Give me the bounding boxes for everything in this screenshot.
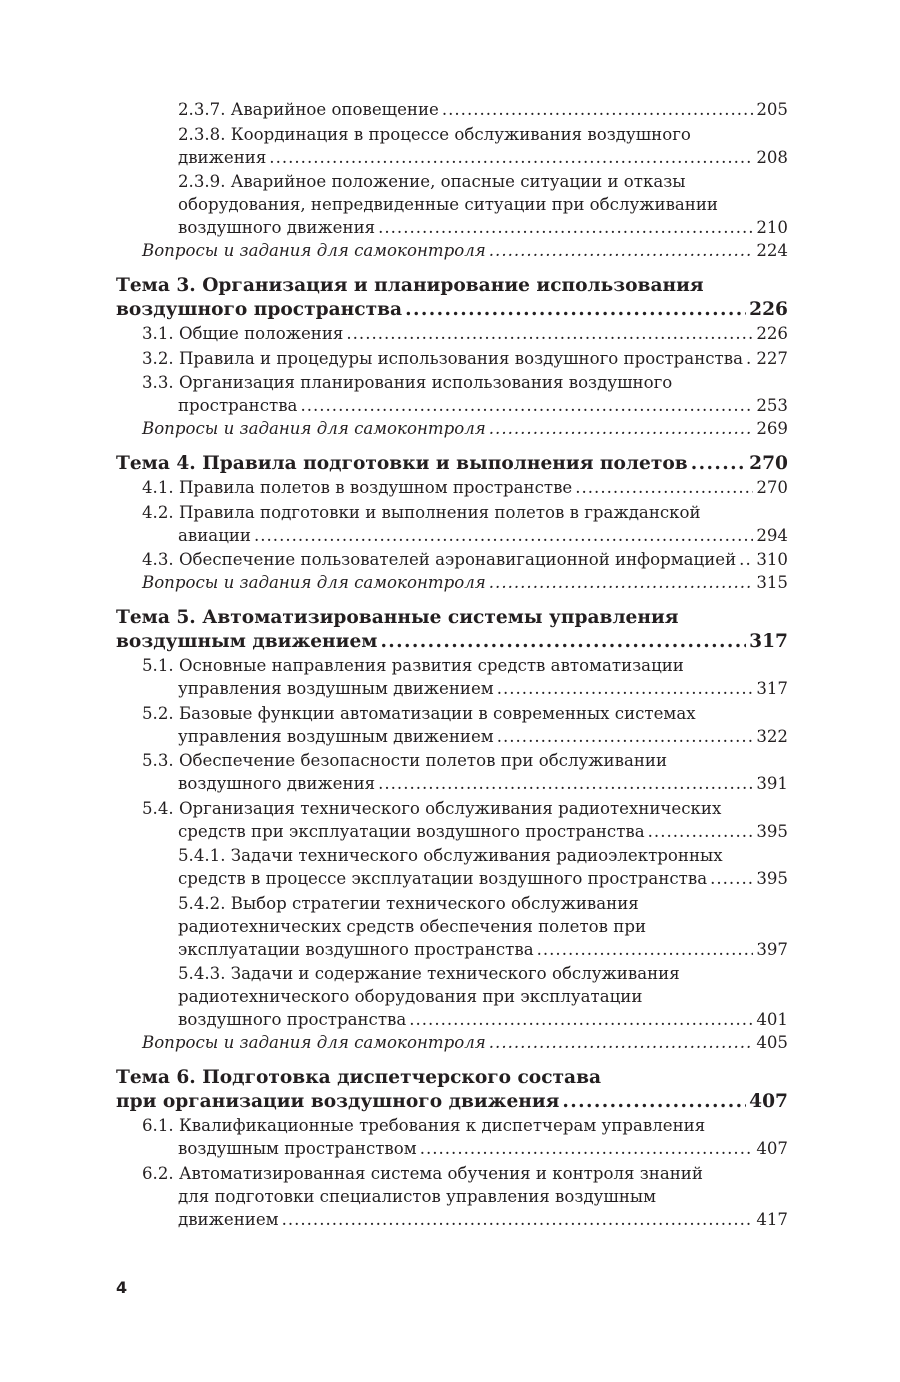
toc-line-text: Вопросы и задания для самоконтроля xyxy=(142,1033,486,1052)
dot-leader xyxy=(562,1090,746,1114)
toc-line xyxy=(116,772,788,795)
toc-line-text: 5.4. Организация технического обслуживания радиотехнических xyxy=(142,798,722,818)
toc-questions-entry xyxy=(116,1031,788,1054)
toc-line-text: 4.2. Правила подготовки и выполнения полетов в гражданской xyxy=(142,502,701,522)
toc-line xyxy=(116,193,788,216)
toc-line-text: 6.2. Автоматизированная система обучения и контроля знаний xyxy=(142,1163,703,1183)
toc-line xyxy=(116,146,788,169)
toc-section-entry xyxy=(116,654,788,700)
toc-line xyxy=(116,844,788,867)
toc-section-entry xyxy=(116,322,788,345)
toc-line-text: 5.4.2. Выбор стратегии технического обслуживания xyxy=(178,893,639,913)
toc-line-text: 4.1. Правила полетов в воздушном пространстве xyxy=(142,478,573,497)
toc-line-text: эксплуатации воздушного пространства xyxy=(178,939,534,959)
toc-section-entry xyxy=(116,797,788,843)
dot-leader xyxy=(497,725,754,748)
toc-theme-entry xyxy=(116,274,788,322)
dot-leader xyxy=(497,677,754,700)
toc-line xyxy=(116,606,788,630)
toc-page-number: 407 xyxy=(749,1091,788,1112)
dot-leader xyxy=(346,322,753,345)
toc-line xyxy=(116,867,788,890)
toc-section-entry xyxy=(116,548,788,571)
toc-line xyxy=(116,725,788,748)
toc-page-number: 253 xyxy=(756,396,788,415)
toc-line-text: воздушным пространством xyxy=(178,1139,417,1158)
toc-line-text: 3.1. Общие положения xyxy=(142,324,344,343)
toc-line xyxy=(116,170,788,193)
toc-page-number: 397 xyxy=(756,939,788,959)
dot-leader xyxy=(746,347,753,370)
toc-section-entry xyxy=(116,892,788,961)
toc-line xyxy=(116,98,788,121)
toc-page-number: 294 xyxy=(756,525,788,545)
toc-page-number: 417 xyxy=(756,1209,788,1229)
toc-line-text: пространства xyxy=(178,396,298,415)
toc-section-entry xyxy=(116,501,788,547)
toc-page-number: 315 xyxy=(756,573,788,592)
toc-line-text: управления воздушным движением xyxy=(178,726,494,746)
toc-line xyxy=(116,892,788,915)
toc-line-text: 2.3.7. Аварийное оповещение xyxy=(178,100,439,119)
toc-line xyxy=(116,1008,788,1031)
dot-leader xyxy=(489,1031,754,1054)
toc-line-text: 5.1. Основные направления развития средств автоматизации xyxy=(142,656,684,675)
toc-section-entry xyxy=(116,844,788,890)
dot-leader xyxy=(739,548,753,571)
toc-line xyxy=(116,123,788,146)
toc-section-entry xyxy=(116,749,788,795)
toc-line-text: 5.4.3. Задачи и содержание технического обслуживания xyxy=(178,964,680,983)
toc-line-text: воздушным движением xyxy=(116,631,378,652)
toc-section-entry xyxy=(116,1162,788,1231)
toc-line-text: 3.3. Организация планирования использования воздушного xyxy=(142,373,673,392)
toc-page-number: 270 xyxy=(756,478,788,497)
toc-line-text: средств в процессе эксплуатации воздушного пространства xyxy=(178,869,708,888)
dot-leader xyxy=(710,867,753,890)
toc-line xyxy=(116,1114,788,1137)
toc-line-text: воздушного пространства xyxy=(116,299,403,320)
toc-line xyxy=(116,1162,788,1185)
toc-page-number: 226 xyxy=(756,324,788,343)
toc-line xyxy=(116,1137,788,1160)
dot-leader xyxy=(575,476,753,499)
toc-page-number: 208 xyxy=(756,147,788,167)
toc-line-text: Вопросы и задания для самоконтроля xyxy=(142,419,486,438)
toc-questions-entry xyxy=(116,239,788,262)
toc-page-number: 407 xyxy=(756,1139,788,1158)
toc-line-text: Тема 6. Подготовка диспетчерского состава xyxy=(116,1067,602,1088)
dot-leader xyxy=(300,394,753,417)
toc-section-entry xyxy=(116,98,788,121)
dot-leader xyxy=(380,630,746,654)
toc-line-text: Вопросы и задания для самоконтроля xyxy=(142,241,486,260)
toc-line-text: движения xyxy=(178,147,267,167)
dot-leader xyxy=(489,571,754,594)
toc-page-number: 395 xyxy=(756,869,788,888)
toc-line xyxy=(116,1090,788,1114)
toc-line xyxy=(116,1031,788,1054)
dot-leader xyxy=(378,772,753,795)
toc-page-number: 205 xyxy=(756,100,788,119)
dot-leader xyxy=(420,1137,754,1160)
toc-line-text: управления воздушным движением xyxy=(178,679,494,698)
toc-line xyxy=(116,476,788,499)
toc-line-text: 5.4.1. Задачи технического обслуживания радиоэлектронных xyxy=(178,846,723,865)
toc-line xyxy=(116,571,788,594)
toc-page-number: 317 xyxy=(749,631,788,652)
toc-line xyxy=(116,524,788,547)
toc-page-number: 210 xyxy=(756,218,788,237)
toc-line-text: авиации xyxy=(178,525,251,545)
toc-line xyxy=(116,962,788,985)
toc-theme-entry xyxy=(116,606,788,654)
toc-line-text: при организации воздушного движения xyxy=(116,1091,560,1112)
toc-line xyxy=(116,985,788,1008)
dot-leader xyxy=(269,146,753,169)
table-of-contents xyxy=(116,98,788,1231)
toc-line xyxy=(116,216,788,239)
toc-questions-entry xyxy=(116,571,788,594)
dot-leader xyxy=(409,1008,753,1031)
toc-section-entry xyxy=(116,371,788,417)
toc-page-number: 405 xyxy=(756,1033,788,1052)
toc-page-number: 224 xyxy=(756,241,788,260)
toc-line xyxy=(116,298,788,322)
toc-page-number: 322 xyxy=(756,726,788,746)
toc-line-text: воздушного пространства xyxy=(178,1010,407,1029)
toc-questions-entry xyxy=(116,417,788,440)
toc-line xyxy=(116,915,788,938)
toc-section-entry xyxy=(116,702,788,748)
toc-line-text: 2.3.8. Координация в процессе обслуживания воздушного xyxy=(178,124,691,144)
toc-line xyxy=(116,797,788,820)
toc-line xyxy=(116,630,788,654)
toc-line-text: Тема 5. Автоматизированные системы управления xyxy=(116,607,679,628)
toc-line xyxy=(116,371,788,394)
toc-line xyxy=(116,820,788,843)
toc-section-entry xyxy=(116,962,788,1031)
toc-line xyxy=(116,677,788,700)
dot-leader xyxy=(442,98,753,121)
toc-line-text: Тема 3. Организация и планирование использования xyxy=(116,275,704,296)
toc-line-text: Вопросы и задания для самоконтроля xyxy=(142,573,486,592)
toc-line-text: 4.3. Обеспечение пользователей аэронавигационной информацией xyxy=(142,550,737,569)
toc-theme-entry xyxy=(116,452,788,476)
toc-line xyxy=(116,1066,788,1090)
toc-line-text: 2.3.9. Аварийное положение, опасные ситуации и отказы xyxy=(178,172,686,191)
toc-page-number: 310 xyxy=(756,550,788,569)
dot-leader xyxy=(378,216,753,239)
toc-line xyxy=(116,322,788,345)
toc-line-text: Тема 4. Правила подготовки и выполнения полетов xyxy=(116,453,688,474)
toc-line xyxy=(116,417,788,440)
toc-page-number: 391 xyxy=(756,774,788,793)
toc-line xyxy=(116,938,788,961)
toc-line xyxy=(116,452,788,476)
dot-leader xyxy=(254,524,753,547)
toc-section-entry xyxy=(116,347,788,370)
toc-line-text: средств при эксплуатации воздушного пространства xyxy=(178,821,645,841)
toc-line-text: воздушного движения xyxy=(178,218,376,237)
toc-line xyxy=(116,1185,788,1208)
toc-line-text: 3.2. Правила и процедуры использования воздушного пространства xyxy=(142,348,743,368)
toc-section-entry xyxy=(116,1114,788,1160)
toc-line xyxy=(116,274,788,298)
dot-leader xyxy=(691,452,746,476)
toc-line xyxy=(116,749,788,772)
toc-section-entry xyxy=(116,123,788,169)
toc-page-number: 227 xyxy=(756,348,788,368)
toc-page-number: 317 xyxy=(756,679,788,698)
toc-line xyxy=(116,239,788,262)
toc-page-number: 226 xyxy=(749,299,788,320)
page-number: 4 xyxy=(116,1278,128,1297)
toc-theme-entry xyxy=(116,1066,788,1114)
toc-line xyxy=(116,702,788,725)
toc-page-number: 269 xyxy=(756,419,788,438)
toc-line xyxy=(116,347,788,370)
dot-leader xyxy=(648,820,754,843)
toc-line-text: воздушного движения xyxy=(178,774,376,793)
toc-page-number: 401 xyxy=(756,1010,788,1029)
dot-leader xyxy=(405,298,746,322)
toc-line-text: радиотехнических средств обеспечения полетов при xyxy=(178,916,647,936)
toc-section-entry xyxy=(116,170,788,239)
toc-line-text: оборудования, непредвиденные ситуации при обслуживании xyxy=(178,195,718,214)
toc-line-text: движением xyxy=(178,1209,279,1229)
dot-leader xyxy=(489,239,754,262)
toc-section-entry xyxy=(116,476,788,499)
toc-line xyxy=(116,654,788,677)
toc-line-text: радиотехнического оборудования при эксплуатации xyxy=(178,987,643,1006)
toc-line-text: 5.2. Базовые функции автоматизации в современных системах xyxy=(142,703,696,723)
toc-line xyxy=(116,394,788,417)
toc-line xyxy=(116,501,788,524)
toc-line xyxy=(116,548,788,571)
dot-leader xyxy=(282,1208,754,1231)
dot-leader xyxy=(489,417,754,440)
toc-line-text: 6.1. Квалификационные требования к диспетчерам управления xyxy=(142,1116,706,1135)
toc-line-text: 5.3. Обеспечение безопасности полетов при обслуживании xyxy=(142,751,668,770)
dot-leader xyxy=(537,938,754,961)
toc-page-number: 395 xyxy=(756,821,788,841)
toc-line-text: для подготовки специалистов управления воздушным xyxy=(178,1186,657,1206)
toc-line xyxy=(116,1208,788,1231)
toc-page-number: 270 xyxy=(749,453,788,474)
